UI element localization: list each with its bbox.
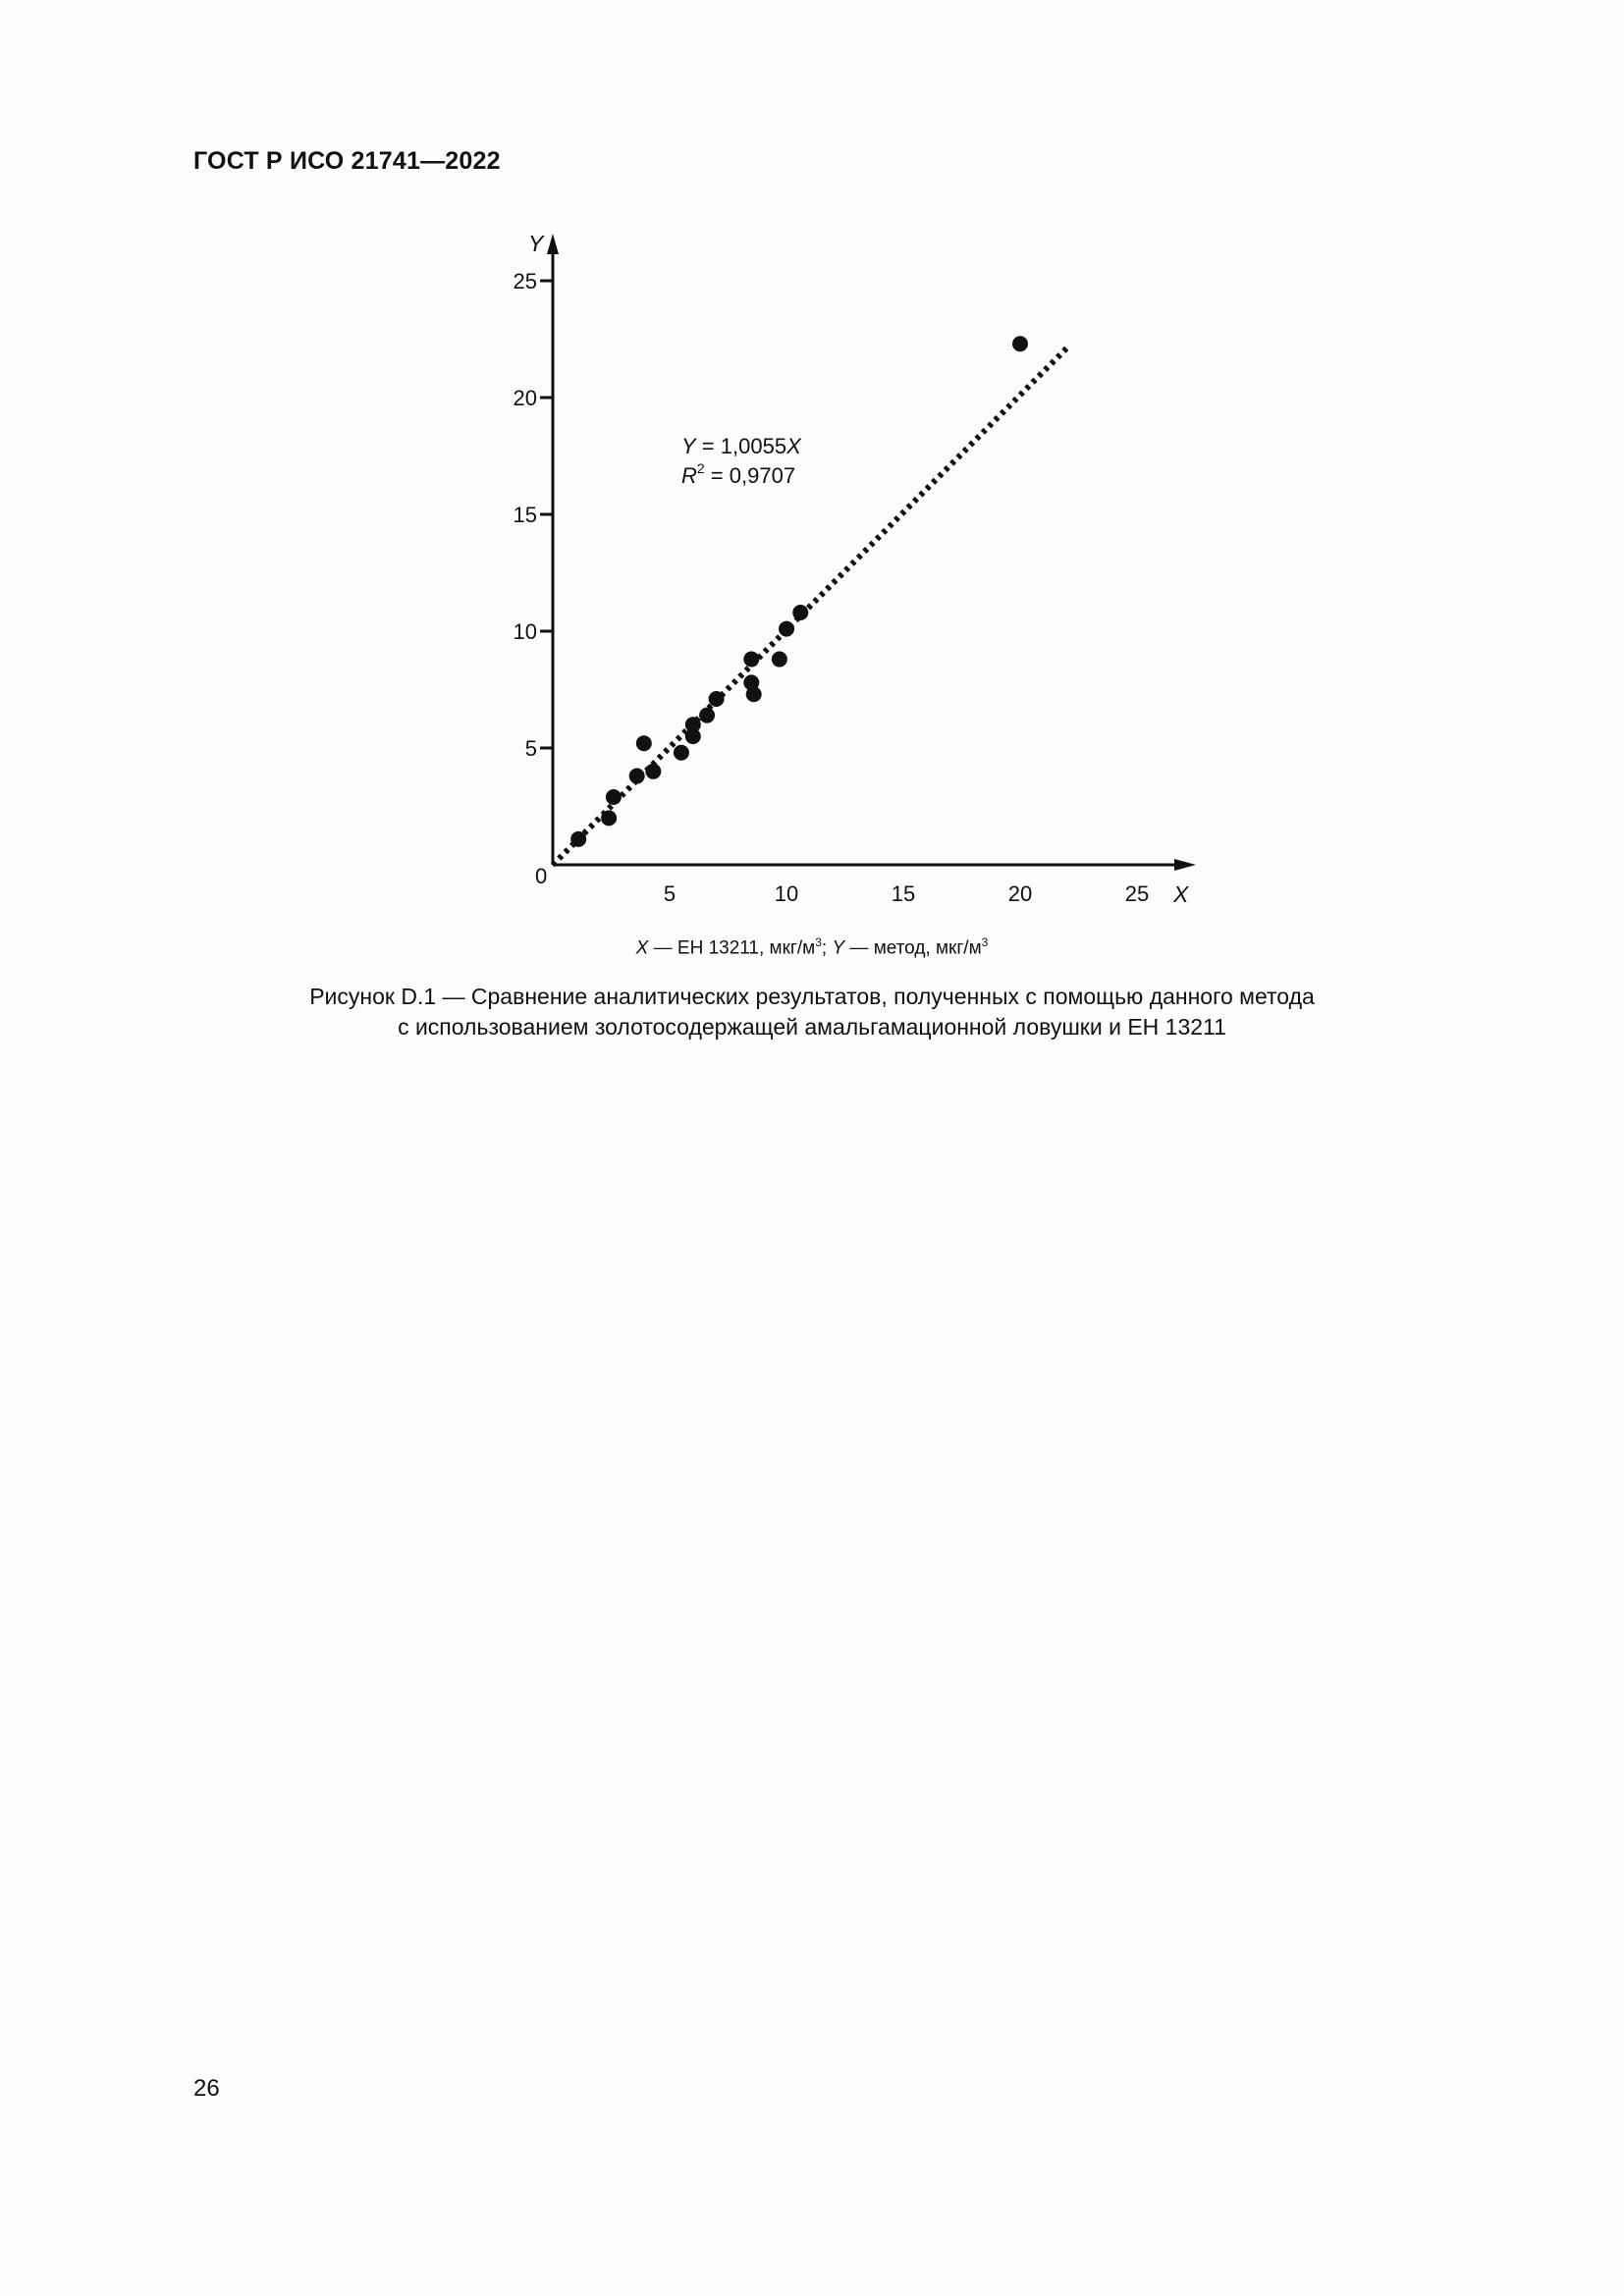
x-tick-label: 25 [1124, 881, 1150, 906]
r-squared-line [681, 460, 795, 488]
page-number: 26 [193, 2075, 220, 2102]
x-tick-label: 5 [663, 881, 677, 906]
scatter-chart [0, 0, 1624, 942]
data-point [570, 831, 586, 847]
y-tick-label: 5 [524, 736, 537, 761]
legend-separator: ; [821, 937, 833, 959]
x-tick-label: 20 [1007, 881, 1033, 906]
trendline-group [553, 348, 1067, 865]
r-exponent: 2 [696, 460, 705, 476]
legend-x-letter: X [635, 937, 649, 959]
data-point [674, 745, 689, 761]
data-point [636, 735, 652, 751]
caption-line-1: Рисунок D.1 — Сравнение аналитических результатов, полученных с помощью данного метода [309, 984, 1315, 1009]
y-axis-arrow [547, 234, 559, 254]
figure-caption [0, 982, 1624, 1042]
y-axis-letter: Y [528, 231, 544, 256]
chart-axes [528, 231, 1196, 907]
data-point [601, 810, 617, 826]
y-tick-label: 20 [513, 386, 537, 410]
equation-value: = 1,0055 [695, 434, 787, 458]
legend-y-letter: Y [832, 937, 845, 959]
trendline [553, 348, 1067, 865]
data-points-group [570, 336, 1028, 847]
data-point [709, 691, 725, 707]
origin-label: 0 [535, 864, 548, 888]
data-point [1012, 336, 1028, 351]
r-squared-value: = 0,9707 [704, 463, 796, 488]
data-point [772, 652, 787, 667]
legend-y-exponent: 3 [981, 935, 989, 949]
legend-x-exponent: 3 [815, 935, 822, 949]
axes-legend [0, 935, 1624, 959]
data-point [645, 764, 661, 779]
y-tick-label: 15 [513, 503, 537, 527]
y-tick-label: 10 [513, 619, 537, 644]
data-point [606, 789, 622, 805]
x-tick-label: 15 [891, 881, 916, 906]
data-point [792, 605, 808, 620]
x-axis-letter: X [1173, 881, 1189, 907]
legend-x-text: — ЕН 13211, мкг/м [648, 937, 816, 959]
y-tick-label: 25 [513, 269, 537, 294]
data-point [699, 708, 715, 723]
data-point [746, 686, 762, 702]
x-tick-label: 10 [774, 881, 799, 906]
data-point [779, 621, 794, 637]
r-symbol: R [681, 463, 697, 488]
data-point [743, 652, 759, 667]
equation-line [681, 434, 802, 458]
legend-y-text: — метод, мкг/м [844, 937, 982, 959]
equation-y: Y [681, 434, 696, 458]
data-point [629, 769, 645, 784]
document-header: ГОСТ Р ИСО 21741—2022 [193, 147, 501, 175]
equation-x: X [786, 434, 801, 458]
caption-line-2: с использованием золотосодержащей амальгамационной ловушки и ЕН 13211 [398, 1014, 1226, 1040]
data-point [685, 717, 701, 732]
x-axis-arrow [1174, 859, 1196, 871]
